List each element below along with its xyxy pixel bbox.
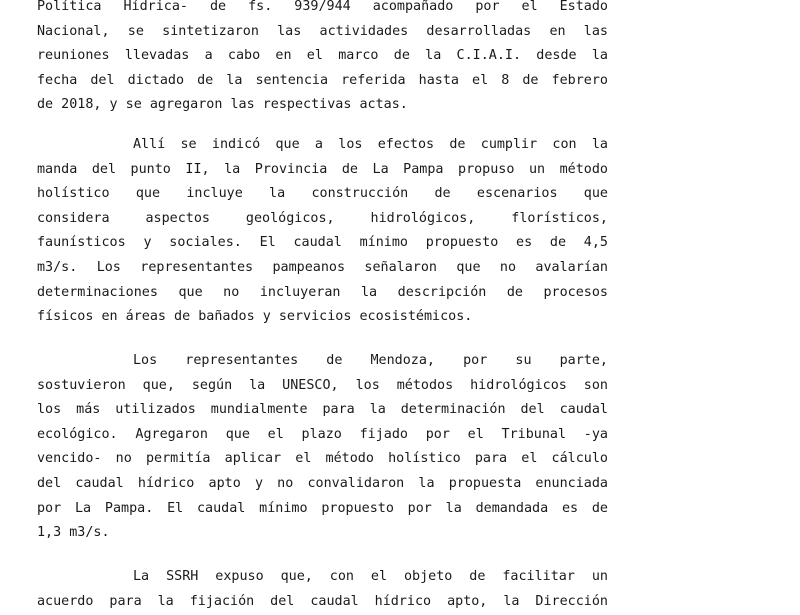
text-line: determinaciones que no incluyeran la descripción de procesos: [37, 284, 608, 300]
text-line: manda del punto II, la Provincia de La Pampa propuso un método: [37, 161, 608, 177]
text-line: faunísticos y sociales. El caudal mínimo propuesto es de 4,5: [37, 235, 608, 251]
text-line: Nacional, se sintetizaron las actividades desarrolladas en las: [37, 23, 608, 39]
text-line: acuerdo para la fijación del caudal hídrico apto, la Dirección: [37, 593, 608, 608]
text-line: físicos en áreas de bañados y servicios ecosistémicos.: [37, 309, 473, 325]
text-line: La SSRH expuso que, con el objeto de facilitar un: [133, 569, 608, 584]
text-line: 1,3 m3/s.: [37, 525, 110, 541]
text-line: por La Pampa. El caudal mínimo propuesto por la demandada es de: [37, 500, 608, 516]
text-line: ecológico. Agregaron que el plazo fijado por el Tribunal -ya: [37, 426, 608, 442]
paragraph-3: [37, 349, 608, 546]
text-line: considera aspectos geológicos, hidrológicos, florísticos,: [37, 210, 608, 226]
text-line: Allí se indicó que a los efectos de cumplir con la: [133, 137, 608, 152]
paragraph-4: [37, 565, 608, 608]
text-line: Los representantes de Mendoza, por su parte,: [133, 353, 608, 368]
text-line: reuniones llevadas a cabo en el marco de la C.I.A.I. desde la: [37, 48, 608, 64]
text-line: los más utilizados mundialmente para la determinación del caudal: [37, 402, 608, 418]
text-line: de 2018, y se agregaron las respectivas actas.: [37, 97, 408, 113]
text-line: vencido- no permitía aplicar el método holístico para el cálculo: [37, 451, 608, 467]
text-line: sostuvieron que, según la UNESCO, los métodos hidrológicos son: [37, 377, 608, 393]
text-line: fecha del dictado de la sentencia referida hasta el 8 de febrero: [37, 72, 608, 88]
text-line: holístico que incluye la construcción de escenarios que: [37, 186, 608, 202]
paragraph-1: [37, 0, 608, 118]
paragraph-2: [37, 133, 608, 330]
text-line: del caudal hídrico apto y no convalidaron la propuesta enunciada: [37, 475, 608, 491]
text-line: m3/s. Los representantes pampeanos señalaron que no avalarían: [37, 259, 608, 275]
text-line: Política Hídrica- de fs. 939/944 acompañado por el Estado: [37, 0, 608, 14]
